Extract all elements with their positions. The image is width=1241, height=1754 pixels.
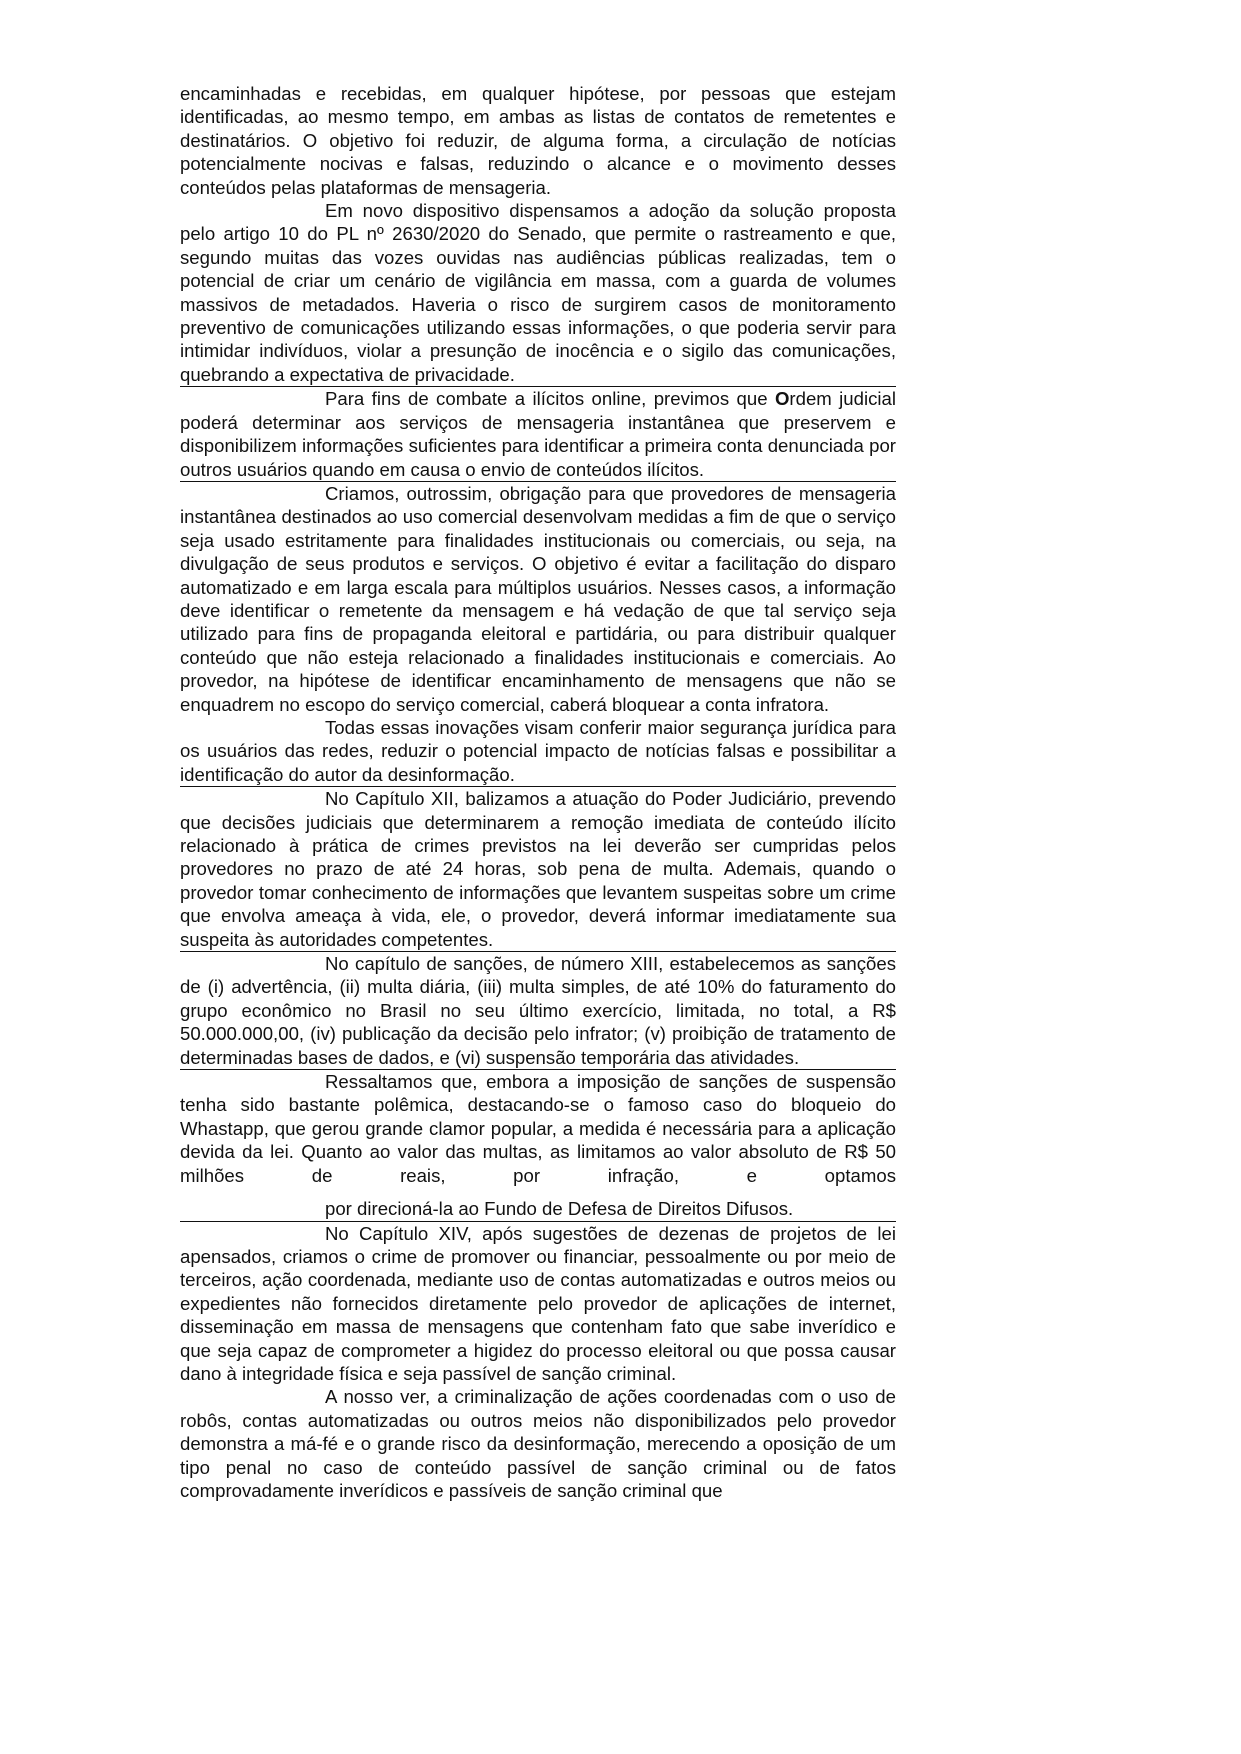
paragraph-1: encaminhadas e recebidas, em qualquer hipótese, por pessoas que estejam identificadas, ao mesmo tempo, em ambas as listas de contatos de remetentes e destinatários. O objetivo foi reduzir, de alguma forma, a circulação de notícias potencialmente nocivas e falsas, reduzindo o alcance e o movimento desses conteúdos pelas plataformas de mensageria. [180, 83, 896, 198]
document-page [180, 82, 896, 1502]
paragraph-3-start: Para fins de combate a ilícitos online, previmos que [325, 388, 775, 410]
paragraph-3-bold-letter: O [774, 388, 790, 410]
paragraph-4: Criamos, outrossim, obrigação para que provedores de mensageria instantânea destinados ao uso comercial desenvolvam medidas a fim de que o serviço seja usado estritamente para finalidades institucionais ou comerciais, ou seja, na divulgação de seus produtos e serviços. O objetivo é evitar a facilitação do disparo automatizado e em larga escala para múltiplos usuários. Nesses casos, a informação deve identificar o remetente da mensagem e há vedação de que tal serviço seja utilizado para fins de propaganda eleitoral e partidária, ou para distribuir qualquer conteúdo que não esteja relacionado a finalidades institucionais e comerciais. Ao provedor, na hipótese de identificar encaminhamento de mensagens que não se enquadrem no escopo do serviço comercial, caberá bloquear a conta infratora. [180, 482, 896, 715]
paragraph-3 [180, 387, 896, 482]
paragraph-8-last-line: por direcioná-la ao Fundo de Defesa de Direitos Difusos. [325, 1198, 794, 1220]
paragraph-5: Todas essas inovações visam conferir maior segurança jurídica para os usuários das redes, reduzir o potencial impacto de notícias falsas e possibilitar a identificação do autor da desinformação. [180, 716, 896, 787]
paragraph-2: Em novo dispositivo dispensamos a adoção da solução proposta pelo artigo 10 do PL nº 2630/2020 do Senado, que permite o rastreamento e que, segundo muitas das vozes ouvidas nas audiências públicas realizadas, tem o potencial de criar um cenário de vigilância em massa, com a guarda de volumes massivos de metadados. Haveria o risco de surgirem casos de monitoramento preventivo de comunicações utilizando essas informações, o que poderia servir para intimidar indivíduos, violar a presunção de inocência e o sigilo das comunicações, quebrando a expectativa de privacidade. [180, 199, 896, 387]
paragraph-9: No Capítulo XIV, após sugestões de dezenas de projetos de lei apensados, criamos o crime de promover ou financiar, pessoalmente ou por meio de terceiros, ação coordenada, mediante uso de contas automatizadas e outros meios ou expedientes não fornecidos diretamente pelo provedor de aplicações de internet, disseminação em massa de mensagens que contenham fato que sabe inverídico e que seja capaz de comprometer a higidez do processo eleitoral ou que possa causar dano à integridade física e seja passível de sanção criminal. [180, 1222, 896, 1384]
paragraph-3-rest: rdem judicial poderá determinar aos serviços de mensageria instantânea que preservem e disponibilizem informações suficientes para identificar a primeira conta denunciada por outros usuários quando em causa o envio de conteúdos ilícitos. [180, 388, 896, 480]
paragraph-7: No capítulo de sanções, de número XIII, estabelecemos as sanções de (i) advertência, (ii) multa diária, (iii) multa simples, de até 10% do faturamento do grupo econômico no Brasil no seu último exercício, limitada, no total, a R$ 50.000.000,00, (iv) publicação da decisão pelo infrator; (v) proibição de tratamento de determinadas bases de dados, e (vi) suspensão temporária das atividades. [180, 952, 896, 1070]
paragraph-6: No Capítulo XII, balizamos a atuação do Poder Judiciário, prevendo que decisões judiciais que determinarem a remoção imediata de conteúdo ilícito relacionado à prática de crimes previstos na lei deverão ser cumpridas pelos provedores no prazo de até 24 horas, sob pena de multa. Ademais, quando o provedor tomar conhecimento de informações que levantem suspeitas sobre um crime que envolva ameaça à vida, ele, o provedor, deverá informar imediatamente sua suspeita às autoridades competentes. [180, 787, 896, 952]
paragraph-8-main: Ressaltamos que, embora a imposição de sanções de suspensão tenha sido bastante polêmica, destacando-se o famoso caso do bloqueio do Whastapp, que gerou grande clamor popular, a medida é necessária para a aplicação devida da lei. Quanto ao valor das multas, as limitamos ao valor absoluto de R$ 50 milhões de reais, por infração, e optamos [180, 1071, 896, 1186]
paragraph-8 [180, 1070, 896, 1221]
paragraph-10: A nosso ver, a criminalização de ações coordenadas com o uso de robôs, contas automatizadas ou outros meios não disponibilizados pelo provedor demonstra a má-fé e o grande risco da desinformação, merecendo a oposição de um tipo penal no caso de conteúdo passível de sanção criminal ou de fatos comprovadamente inverídicos e passíveis de sanção criminal que [180, 1386, 896, 1501]
